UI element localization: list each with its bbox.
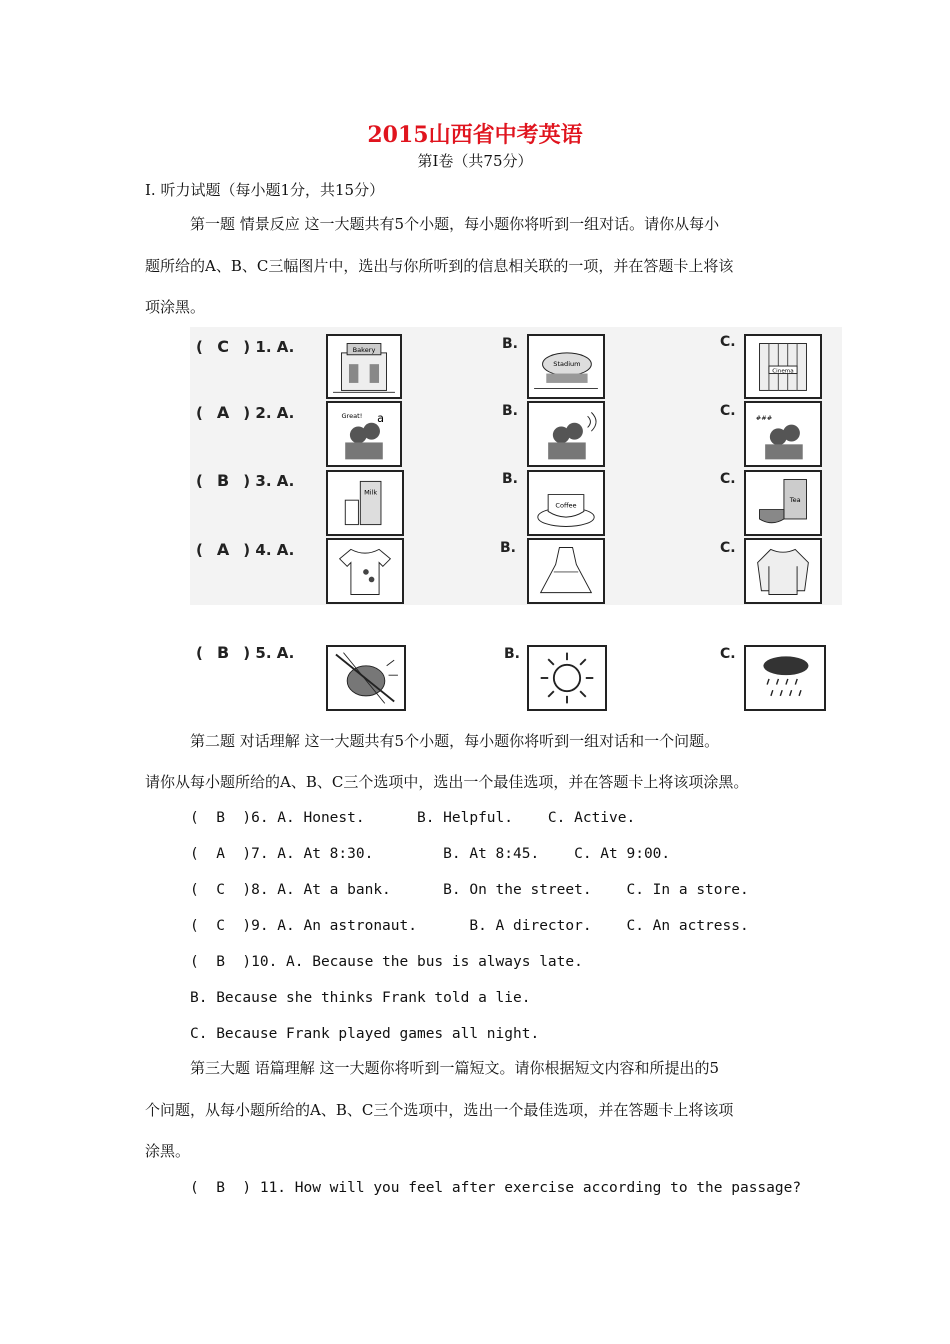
section-heading: I. 听力试题（每小题1分，共15分）: [145, 181, 385, 199]
svg-text:Cinema: Cinema: [772, 368, 794, 375]
part1-instructions-line2: 题所给的A、B、C三幅图片中，选出与你所听到的信息相关联的一项，并在答题卡上将该: [145, 257, 734, 275]
row3-option-b-label: B.: [502, 471, 518, 487]
svg-text:Bakery: Bakery: [352, 345, 376, 354]
question-10-option-c: C. Because Frank played games all night.: [190, 1026, 540, 1042]
svg-text:Stadium: Stadium: [553, 360, 581, 369]
row2-answer: ( A ) 2. A.: [196, 403, 295, 422]
row3-option-b-image: [527, 470, 605, 536]
row3-option-a-image: [326, 470, 404, 536]
question-10-option-b: B. Because she thinks Frank told a lie.: [190, 990, 531, 1006]
row1-option-b-label: B.: [502, 336, 518, 352]
row4-option-b-label: B.: [500, 540, 516, 556]
svg-text:Milk: Milk: [364, 488, 378, 497]
part3-instructions-line2: 个问题，从每小题所给的A、B、C三个选项中，选出一个最佳选项，并在答题卡上将该项: [145, 1101, 734, 1119]
question-11: ( B ) 11. How will you feel after exercise according to the passage?: [190, 1180, 802, 1196]
row4-option-b-image: [527, 538, 605, 604]
row1-option-a-image: [326, 334, 402, 399]
svg-text:Coffee: Coffee: [555, 501, 577, 510]
row3-option-c-label: C.: [720, 471, 736, 487]
part1-instructions-line1: 第一题 情景反应 这一大题共有5个小题，每小题你将听到一组对话。请你从每小: [190, 215, 720, 233]
question-7: ( A )7. A. At 8:30. B. At 8:45. C. At 9:00.: [190, 846, 671, 862]
part3-instructions-line3: 涂黑。: [145, 1142, 191, 1160]
row1-answer: ( C ) 1. A.: [196, 337, 295, 356]
part1-instructions-line3: 项涂黑。: [145, 298, 206, 316]
row4-option-c-label: C.: [720, 540, 736, 556]
row2-option-a-image: [326, 401, 402, 467]
question-9: ( C )9. A. An astronaut. B. A director. C. An actress.: [190, 918, 749, 934]
row1-option-c-label: C.: [720, 334, 736, 350]
row4-option-c-image: [744, 538, 822, 604]
question-6: ( B )6. A. Honest. B. Helpful. C. Active.: [190, 810, 636, 826]
row1-option-c-image: [744, 334, 822, 399]
row3-answer: ( B ) 3. A.: [196, 471, 295, 490]
question-10: ( B )10. A. Because the bus is always late.: [190, 954, 583, 970]
row5-answer: ( B ) 5. A.: [196, 643, 295, 662]
row2-option-c-image: [744, 401, 822, 467]
row5-option-a-image: [326, 645, 406, 711]
row2-option-c-label: C.: [720, 403, 736, 419]
part2-instructions-line2: 请你从每小题所给的A、B、C三个选项中，选出一个最佳选项，并在答题卡上将该项涂黑。: [145, 773, 749, 791]
row1-option-b-image: [527, 334, 605, 399]
page-subtitle: 第Ⅰ卷（共75分）: [417, 152, 533, 170]
row5-option-c-image: [744, 645, 826, 711]
page-title: 2015山西省中考英语: [367, 122, 583, 148]
row5-option-b-image: [527, 645, 607, 711]
svg-text:Great!: Great!: [341, 412, 363, 421]
row5-option-c-label: C.: [720, 646, 736, 662]
row5-option-b-label: B.: [504, 646, 520, 662]
row4-answer: ( A ) 4. A.: [196, 540, 295, 559]
part3-instructions-line1: 第三大题 语篇理解 这一大题你将听到一篇短文。请你根据短文内容和所提出的5: [190, 1059, 720, 1077]
row3-option-c-image: [744, 470, 822, 536]
svg-text:Tea: Tea: [789, 496, 801, 505]
part2-instructions-line1: 第二题 对话理解 这一大题共有5个小题，每小题你将听到一组对话和一个问题。: [190, 732, 720, 750]
svg-text:###: ###: [755, 413, 773, 422]
row4-option-a-image: [326, 538, 404, 604]
row2-option-b-label: B.: [502, 403, 518, 419]
row2-option-b-image: [527, 401, 605, 467]
question-8: ( C )8. A. At a bank. B. On the street. C. In a store.: [190, 882, 749, 898]
svg-text:a: a: [377, 411, 385, 425]
